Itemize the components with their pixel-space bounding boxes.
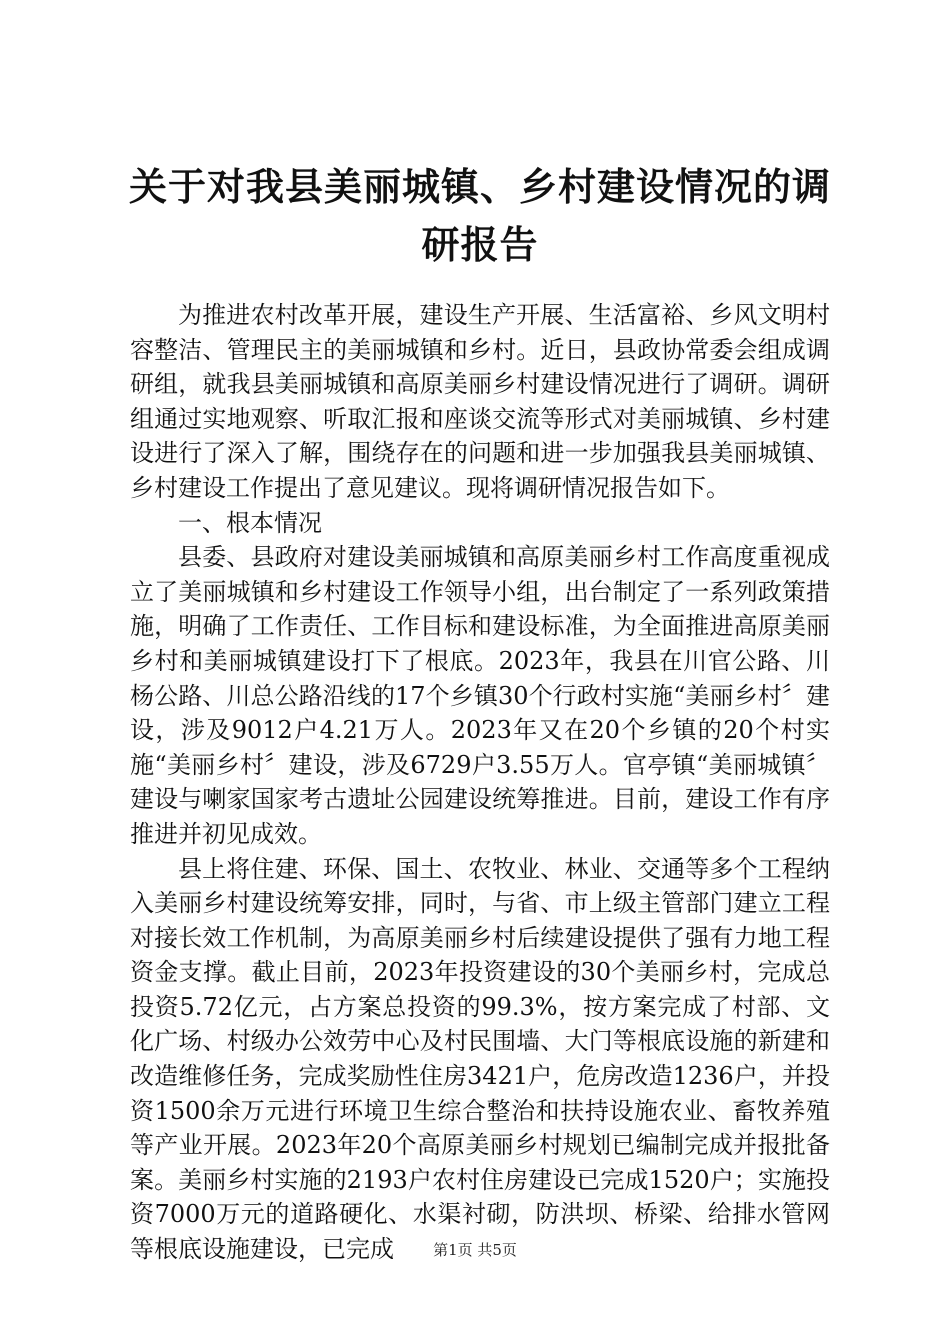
section-heading-basic-situation: 一、根本情况 bbox=[178, 508, 322, 537]
document-body bbox=[130, 298, 830, 1267]
document-title: 关于对我县美丽城镇、乡村建设情况的调研报告 bbox=[128, 165, 831, 267]
paragraph-policy: 县委、县政府对建设美丽城镇和高原美丽乡村工作高度重视成立了美丽城镇和乡村建设工作领导小组，出台制定了一系列政策措施，明确了工作责任、工作目标和建设标准，为全面推进高原美丽乡村和美丽城镇建设打下了根底。2023年，我县在川官公路、川杨公路、川总公路沿线的17个乡镇30个行政村实施“美丽乡村〞建设，涉及9012户4.21万人。2023年又在20个乡镇的20个村实施“美丽乡村〞建设，涉及6729户3.55万人。官亭镇“美丽城镇〞建设与喇家国家考古遗址公园建设统筹推进。目前，建设工作有序推进并初见成效。 bbox=[130, 543, 830, 848]
paragraph-intro: 为推进农村改革开展，建设生产开展、生活富裕、乡风文明村容整洁、管理民主的美丽城镇和乡村。近日，县政协常委会组成调研组，就我县美丽城镇和高原美丽乡村建设情况进行了调研。调研组通过实地观察、听取汇报和座谈交流等形式对美丽城镇、乡村建设进行了深入了解，围绕存在的问题和进一步加强我县美丽城镇、乡村建设工作提出了意见建议。现将调研情况报告如下。 bbox=[130, 301, 830, 502]
page-number-footer: 第1页 共5页 bbox=[433, 1241, 517, 1259]
paragraph-investment: 县上将住建、环保、国土、农牧业、林业、交通等多个工程纳入美丽乡村建设统筹安排，同时，与省、市上级主管部门建立工程对接长效工作机制，为高原美丽乡村后续建设提供了强有力地工程资金支撑。截止目前，2023年投资建设的30个美丽乡村，完成总投资5.72亿元，占方案总投资的99.3%，按方案完成了村部、文化广场、村级办公效劳中心及村民围墙、大门等根底设施的新建和改造维修任务，完成奖励性住房3421户，危房改造1236户，并投资1500余万元进行环境卫生综合整治和扶持设施农业、畜牧养殖等产业开展。2023年20个高原美丽乡村规划已编制完成并报批备案。美丽乡村实施的2193户农村住房建设已完成1520户；实施投资7000万元的道路硬化、水渠衬砌，防洪坝、桥梁、给排水管网等根底设施建设，已完成 bbox=[130, 854, 830, 1264]
